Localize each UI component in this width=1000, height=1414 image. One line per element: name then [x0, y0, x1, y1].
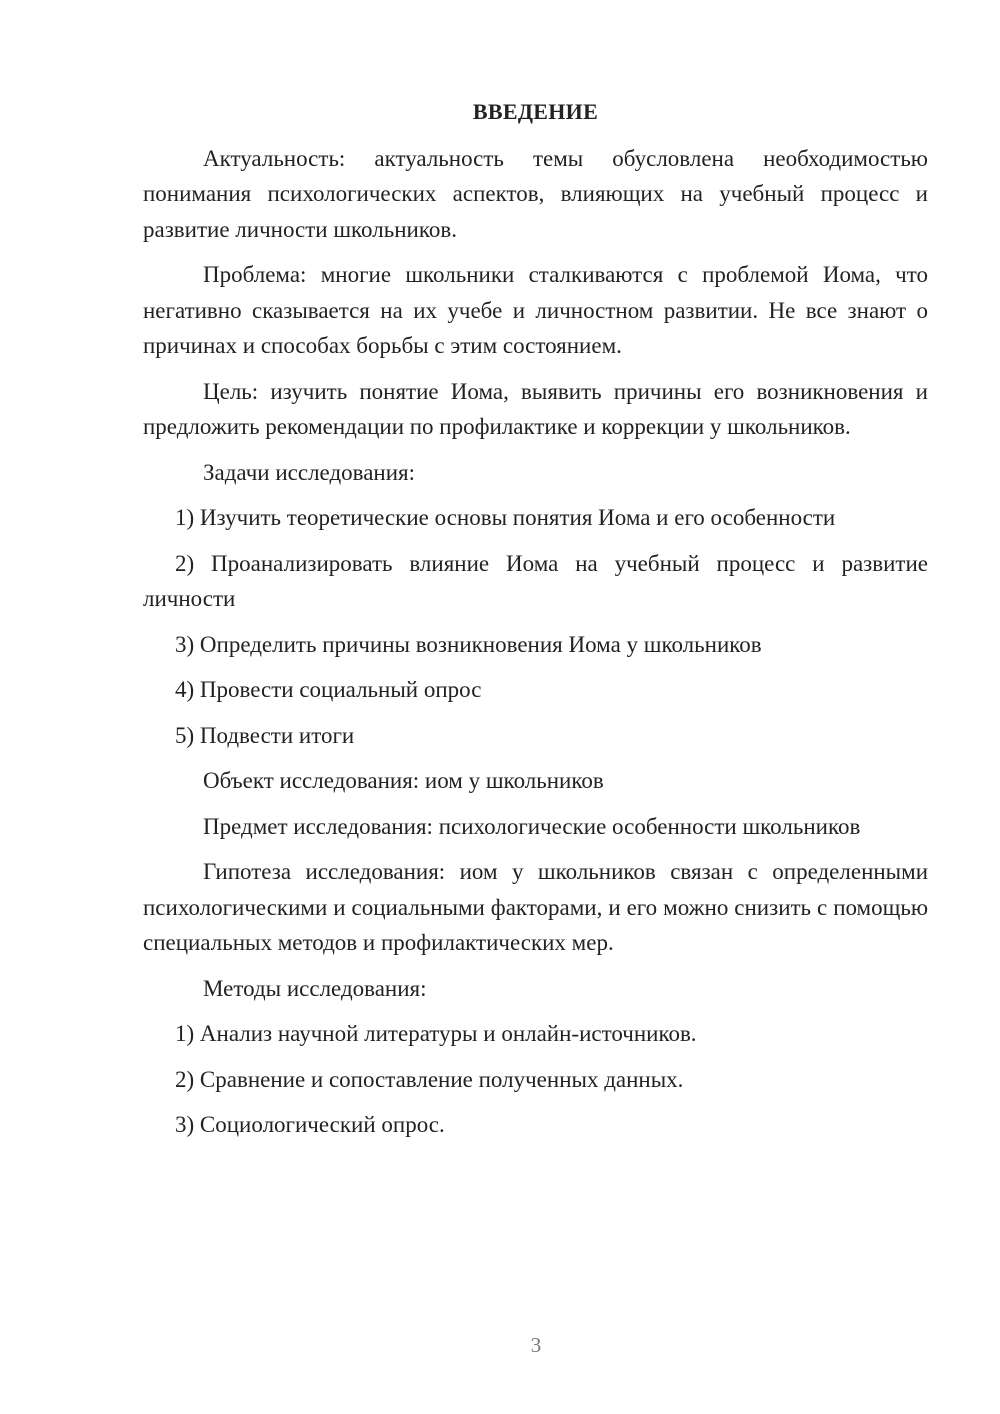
method-item: 2) Сравнение и сопоставление полученных данных.	[175, 1066, 684, 1092]
actuality-paragraph: Актуальность: актуальность темы обусловлена необходимостью понимания психологических аспектов, влияющих на учебный процесс и развитие личности школьников.	[143, 145, 928, 242]
problem-paragraph: Проблема: многие школьники сталкиваются с проблемой Иома, что негативно сказывается на их учебе и личностном развитии. Не все знают о причинах и способах борьбы с этим состоянием.	[143, 262, 928, 358]
page-title: ВВЕДЕНИЕ	[472, 99, 599, 124]
task-item: 5) Подвести итоги	[175, 722, 355, 748]
object-paragraph: Объект исследования: иом у школьников	[203, 768, 604, 793]
method-item: 3) Социологический опрос.	[175, 1112, 445, 1137]
goal-paragraph: Цель: изучить понятие Иома, выявить причины его возникновения и предложить рекомендации по профилактике и коррекции у школьников.	[143, 378, 928, 439]
task-item: 1) Изучить теоретические основы понятия Иома и его особенности	[175, 505, 836, 530]
methods-heading: Методы исследования:	[203, 975, 427, 1001]
tasks-heading: Задачи исследования:	[203, 459, 416, 485]
task-item: 3) Определить причины возникновения Иома у школьников	[175, 631, 762, 657]
subject-paragraph: Предмет исследования: психологические особенности школьников	[203, 813, 861, 839]
page-content	[143, 94, 928, 1153]
hypothesis-paragraph: Гипотеза исследования: иом у школьников связан с определенными психологическими и социальными факторами, и его можно снизить с помощью специальных методов и профилактических мер.	[143, 859, 928, 955]
task-item: 4) Провести социальный опрос	[175, 677, 482, 702]
method-item: 1) Анализ научной литературы и онлайн-источников.	[175, 1021, 697, 1046]
page-number: 3	[530, 1333, 542, 1357]
task-item: 2) Проанализировать влияние Иома на учебный процесс и развитие личности	[143, 550, 928, 611]
